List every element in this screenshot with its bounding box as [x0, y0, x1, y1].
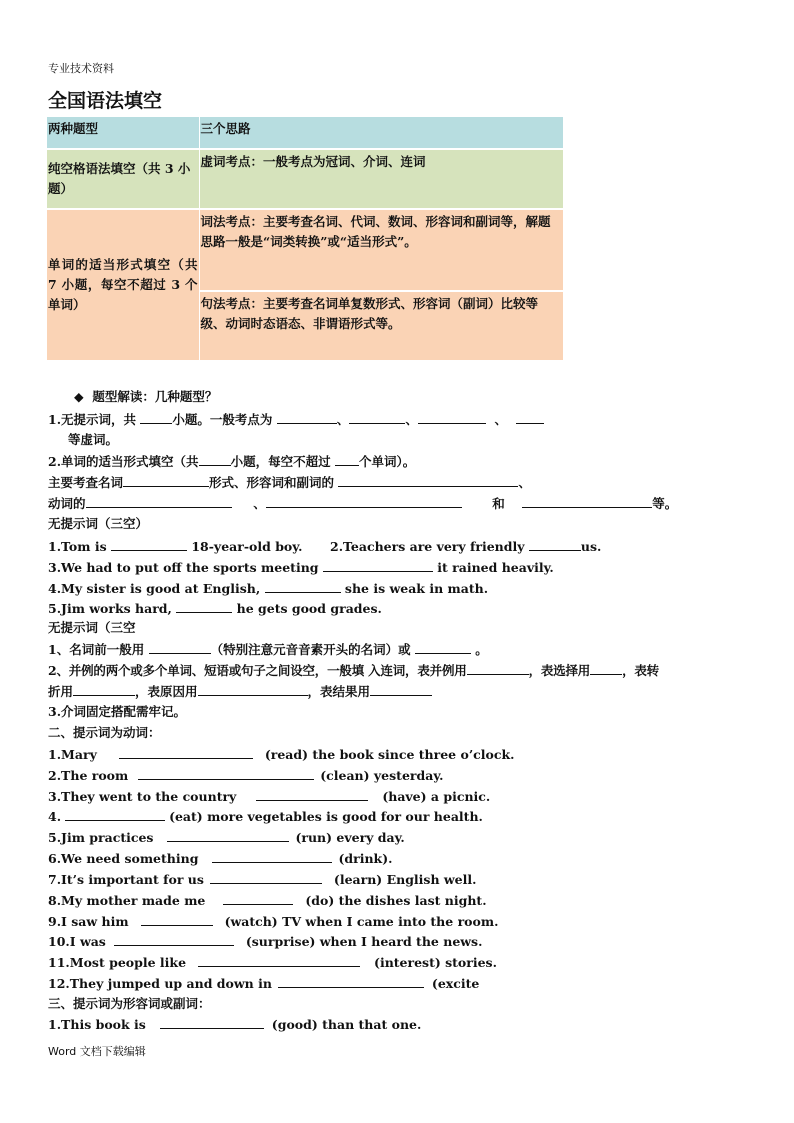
text: 。 [475, 642, 488, 657]
text: 5.Jim works hard, [48, 601, 172, 616]
section-heading-no-hint: 无提示词（三空） [48, 516, 149, 531]
blank-field[interactable] [516, 410, 544, 424]
text: ，表原因用 [135, 684, 198, 699]
text: (clean) yesterday. [320, 768, 444, 783]
blank-field[interactable] [590, 661, 622, 675]
blank-field[interactable] [199, 452, 231, 466]
question-5 [48, 599, 382, 618]
text: 、 [405, 412, 418, 427]
text: 主要考查名词 [48, 475, 124, 490]
adjective-question-1 [48, 1015, 421, 1034]
text: 4. [48, 809, 62, 824]
line-1-cont: 等虚词。 [68, 432, 119, 447]
page-header: 专业技术资料 [48, 62, 114, 75]
point-2-cont [48, 682, 432, 701]
blank-field[interactable] [65, 807, 165, 821]
text: （特别注意元音音素开头的名词）或 [210, 642, 411, 657]
blank-field[interactable] [198, 682, 308, 696]
blank-field[interactable] [223, 891, 293, 905]
text: 4.My sister is good at English, [48, 581, 261, 596]
blank-field[interactable] [119, 745, 253, 759]
text: (good) than that one. [271, 1017, 422, 1032]
verb-question-11 [48, 953, 497, 972]
text: 7.It’s important for us [48, 872, 204, 887]
blank-field[interactable] [167, 828, 289, 842]
blank-field[interactable] [198, 953, 360, 967]
blank-field[interactable] [140, 410, 172, 424]
text: 1、名词前一般用 [48, 642, 145, 657]
blank-field[interactable] [141, 912, 213, 926]
blank-field[interactable] [210, 870, 322, 884]
verb-question-8 [48, 891, 487, 910]
text: (run) every day. [295, 830, 405, 845]
text: (watch) TV when I came into the room. [224, 914, 499, 929]
text: 折用 [48, 684, 74, 699]
text: 小题。一般考点为 [172, 412, 273, 427]
question-1 [48, 537, 302, 556]
text: (eat) more vegetables is good for our health. [169, 809, 483, 824]
text: 1.无提示词，共 [48, 412, 137, 427]
page-footer: Word 文档下载编辑 [48, 1045, 146, 1058]
text: 2.The room [48, 768, 129, 783]
text: he gets good grades. [236, 601, 382, 616]
blank-field[interactable] [256, 787, 368, 801]
text: (have) a picnic. [382, 789, 491, 804]
blank-field[interactable] [266, 494, 462, 508]
point-1 [48, 640, 488, 659]
text: 9.I saw him [48, 914, 129, 929]
line-4 [48, 494, 677, 513]
verb-question-1 [48, 745, 515, 764]
verb-question-5 [48, 828, 405, 847]
text: 形式、形容词和副词的 [209, 475, 335, 490]
blank-field[interactable] [123, 473, 209, 487]
blank-field[interactable] [111, 537, 187, 551]
question-3 [48, 558, 554, 577]
text: 等。 [652, 496, 678, 511]
text: 1.Mary [48, 747, 97, 762]
text: it rained heavily. [437, 560, 554, 575]
table-head-types: 两种题型 [47, 117, 199, 149]
text: (interest) stories. [374, 955, 497, 970]
blank-field[interactable] [176, 599, 232, 613]
blank-field[interactable] [323, 558, 433, 572]
text: 2、并例的两个或多个单词、短语或句子之间设空，一般填 入连词，表并例用 [48, 663, 467, 678]
text: 、 [494, 412, 508, 427]
text: 和 [492, 496, 505, 511]
text: 、 [253, 496, 266, 511]
text: 12.They jumped up and down in [48, 976, 272, 991]
heading-text: 题型解读：几种题型？ [92, 389, 218, 404]
blank-field[interactable] [138, 766, 314, 780]
question-2 [330, 537, 601, 556]
verb-question-3 [48, 787, 490, 806]
table-row2-approach-a: 词法考点：主要考查名词、代词、数词、形容词和副词等，解题思路一般是“词类转换”或“适当形式”。 [199, 209, 563, 291]
blank-field[interactable] [335, 452, 359, 466]
text: 11.Most people like [48, 955, 187, 970]
verb-question-10 [48, 932, 482, 951]
blank-field[interactable] [349, 410, 405, 424]
page-title: 全国语法填空 [48, 90, 163, 112]
text: (surprise) when I heard the news. [245, 934, 483, 949]
section-heading-verbs: 二、提示词为动词： [48, 725, 161, 740]
blank-field[interactable] [277, 410, 337, 424]
text: 2.Teachers are very friendly [330, 539, 525, 554]
verb-question-2 [48, 766, 444, 785]
table-row1-type: 纯空格语法填空（共 3 小题） [47, 149, 199, 209]
verb-question-6 [48, 849, 392, 868]
line-1 [48, 410, 544, 429]
table-row1-approach: 虚词考点：一般考点为冠词、介词、连词 [199, 149, 563, 209]
text: 、 [336, 412, 350, 427]
text: 2.单词的适当形式填空（共 [48, 454, 199, 469]
text: 3.They went to the country [48, 789, 237, 804]
blank-field[interactable] [529, 537, 581, 551]
blank-field[interactable] [149, 640, 211, 654]
section-heading-no-hint-2: 无提示词（三空 [48, 620, 136, 635]
blank-field[interactable] [467, 661, 529, 675]
table-row2-approach-b: 句法考点：主要考查名词单复数形式、形容词（副词）比较等级、动词时态语态、非谓语形式等。 [199, 291, 563, 361]
text: (excite [431, 976, 480, 991]
text: 动词的 [48, 496, 86, 511]
text: she is weak in math. [344, 581, 489, 596]
blank-field[interactable] [522, 494, 652, 508]
verb-question-7 [48, 870, 476, 889]
blank-field[interactable] [278, 974, 424, 988]
blank-field[interactable] [370, 682, 432, 696]
question-4 [48, 579, 488, 598]
verb-question-4 [48, 807, 483, 826]
blank-field[interactable] [86, 494, 232, 508]
blank-field[interactable] [212, 849, 332, 863]
line-2 [48, 452, 415, 471]
verb-question-9 [48, 912, 498, 931]
text: 个单词）。 [358, 454, 416, 469]
text: ，表转 [622, 663, 659, 678]
blank-field[interactable] [73, 682, 135, 696]
text: 10.I was [48, 934, 106, 949]
bullet-icon: ◆ [74, 389, 84, 404]
table-row2-type: 单词的适当形式填空（共 7 小题，每空不超过 3 个单词） [47, 209, 199, 361]
text: 6.We need something [48, 851, 199, 866]
text: (learn) English well. [333, 872, 477, 887]
text: us. [580, 539, 602, 554]
text: (drink). [338, 851, 393, 866]
blank-field[interactable] [265, 579, 341, 593]
text: 1.This book is [48, 1017, 146, 1032]
point-3: 3.介词固定搭配需牢记。 [48, 704, 187, 719]
text: ，表选择用 [528, 663, 591, 678]
text: 小题，每空不超过 [230, 454, 331, 469]
blank-field[interactable] [160, 1015, 264, 1029]
verb-question-12 [48, 974, 479, 993]
blank-field[interactable] [418, 410, 486, 424]
text: (do) the dishes last night. [305, 893, 487, 908]
text: 18-year-old boy. [191, 539, 303, 554]
blank-field[interactable] [114, 932, 234, 946]
question-type-table [47, 117, 564, 362]
text: ，表结果用 [307, 684, 371, 699]
text: 、 [518, 475, 531, 490]
text: (read) the book since three o’clock. [264, 747, 515, 762]
table-head-approaches: 三个思路 [199, 117, 563, 149]
text: 1.Tom is [48, 539, 107, 554]
point-2 [48, 661, 659, 680]
section-heading-adjectives: 三、提示词为形容词或副词： [48, 996, 211, 1011]
text: 3.We had to put off the sports meeting [48, 560, 319, 575]
text: 8.My mother made me [48, 893, 206, 908]
blank-field[interactable] [415, 640, 471, 654]
section-heading-types [74, 388, 217, 406]
line-3 [48, 473, 531, 492]
blank-field[interactable] [338, 473, 518, 487]
text: 5.Jim practices [48, 830, 154, 845]
